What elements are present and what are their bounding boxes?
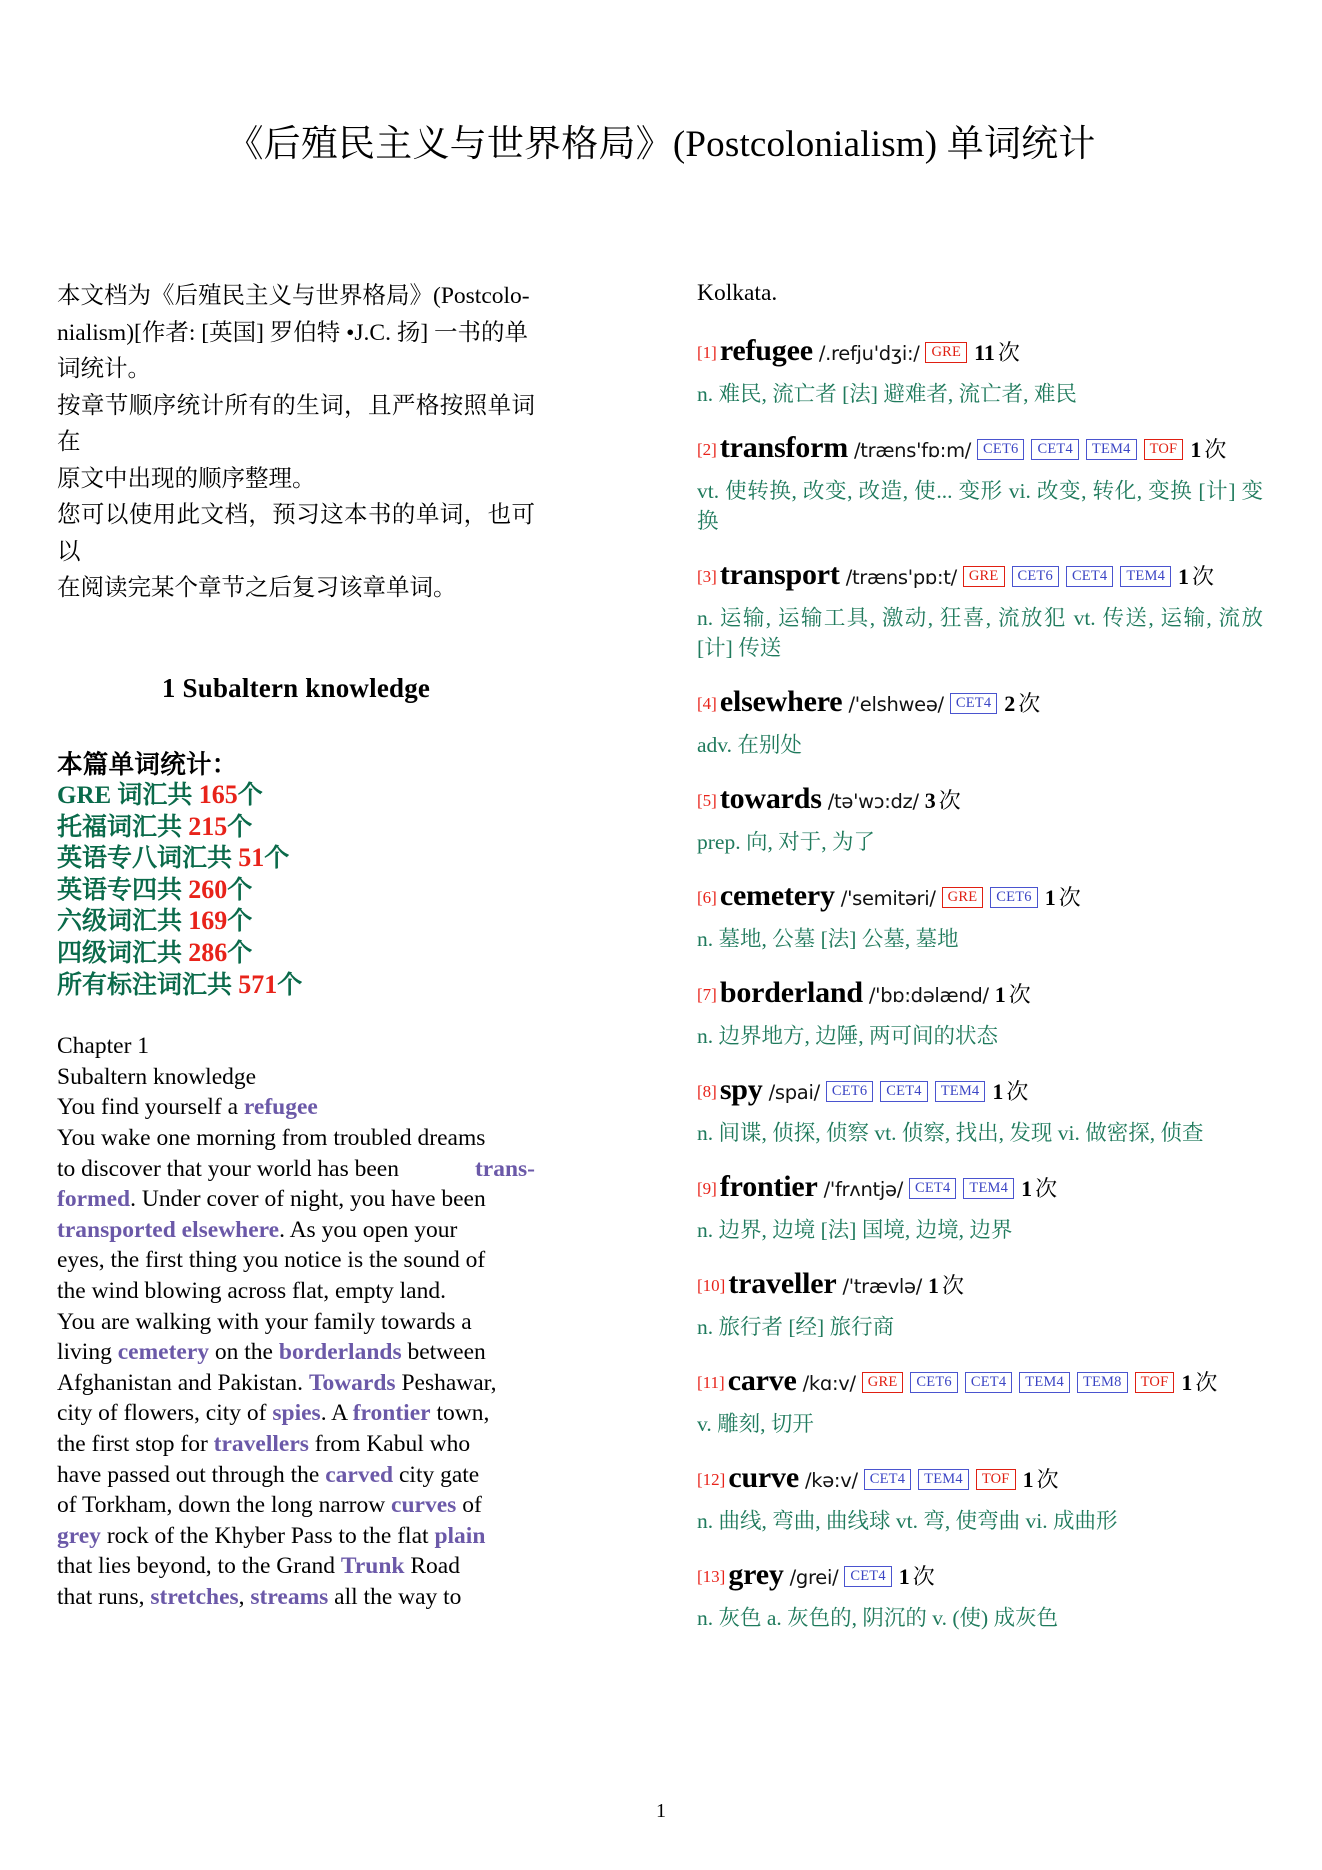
vocab-definition: n. 灰色 a. 灰色的, 阴沉的 v. (使) 成灰色 [697,1606,1059,1630]
passage-text: to discover that your world has been [57,1155,399,1182]
phonetic-transcription: /træns'pɒ:t/ [845,566,957,589]
vocab-word: elsewhere [719,685,843,718]
passage-text: Peshawar, [395,1369,497,1396]
vocab-word: curve [728,1461,799,1494]
exam-tag-tem4: TEM4 [935,1081,986,1102]
passage-line [57,1429,535,1460]
vocab-definition: adv. 在别处 [697,733,802,757]
statistics-heading: 本篇单词统计： [57,749,238,779]
phonetic-transcription: /'semitəri/ [840,887,936,910]
vocab-entry [697,685,1263,760]
intro-line-1: 本文档为《后殖民主义与世界格局》(Postcolo- [57,283,530,309]
occurrence-count-unit: 次 [1192,564,1215,589]
stat-value: 165 [198,780,238,810]
stat-unit: 个 [227,876,253,904]
section-heading: 1 Subaltern knowledge [161,672,431,703]
stat-row-gre [57,780,535,812]
intro-line-7: 在阅读完某个章节之后复习该章单词。 [57,575,457,601]
passage-text: You are walking with your family towards a [57,1308,472,1335]
vocab-entry [697,782,1263,857]
exam-tag-gre: GRE [925,342,967,363]
vocab-entry [697,1364,1263,1439]
passage-line [57,1215,535,1246]
exam-tag-cet6: CET6 [990,887,1037,908]
occurrence-count-unit: 次 [1008,982,1031,1007]
page-number: 1 [656,1800,666,1822]
stat-value: 215 [188,811,228,841]
highlighted-word: borderlands [278,1339,402,1366]
vocab-word: frontier [719,1170,818,1203]
vocab-entry-header [697,558,1263,601]
vocab-definition: n. 间谍, 侦探, 侦察 vt. 侦察, 找出, 发现 vi. 做密探, 侦查 [697,1121,1204,1145]
stat-value: 286 [188,938,228,968]
exam-tag-gre: GRE [862,1372,904,1393]
phonetic-transcription: /tə'wɔ:dz/ [827,790,919,813]
occurrence-count: 1 [1021,1176,1033,1201]
stat-row-tem8 [57,843,535,875]
exam-tag-cet4: CET4 [844,1566,891,1587]
vocab-word: transport [719,558,840,591]
phonetic-transcription: /'frʌntjə/ [823,1178,903,1201]
highlighted-word: cemetery [117,1339,210,1366]
vocab-definition: vt. 使转换, 改变, 改造, 使... 变形 vi. 改变, 转化, 变换 [计] 变换 [697,479,1263,533]
chapter-statistics [57,750,535,1002]
occurrence-count: 1 [1022,1467,1034,1492]
exam-tag-tem4: TEM4 [1120,566,1171,587]
passage-text: . As you open your [279,1216,458,1243]
passage-line [57,1368,535,1399]
exam-tag-tem4: TEM4 [963,1178,1014,1199]
passage-text: that lies beyond, to the Grand [57,1553,341,1580]
vocab-word: borderland [719,976,863,1009]
passage-text: . A [320,1400,353,1427]
stat-row-cet4 [57,938,535,970]
vocab-index: [6] [697,888,717,907]
passage-line [57,1245,535,1276]
vocab-definition: prep. 向, 对于, 为了 [697,830,875,854]
stat-row-cet6 [57,906,535,938]
passage-line [57,1337,535,1368]
vocab-entry-header [697,1170,1263,1213]
exam-tag-cet4: CET4 [880,1081,927,1102]
stat-label: 六级词汇共 [57,908,183,936]
occurrence-count: 1 [1178,564,1190,589]
exam-tag-tem4: TEM4 [918,1469,969,1490]
occurrence-count: 1 [898,1564,910,1589]
highlighted-word: Trunk [340,1553,405,1580]
exam-tag-cet4: CET4 [909,1178,956,1199]
occurrence-count-unit: 次 [1006,1079,1029,1104]
stat-label: 四级词汇共 [57,940,183,968]
vocab-index: [3] [697,567,717,586]
highlighted-word: Towards [308,1369,396,1396]
passage-text: have passed out through the [57,1461,326,1488]
passage-text: living [57,1339,118,1366]
passage-line [57,1551,535,1582]
vocab-entry-header [697,334,1263,377]
exam-tag-cet4: CET4 [1066,566,1113,587]
occurrence-count-unit: 次 [1204,437,1227,462]
highlighted-word: grey [57,1522,101,1549]
passage-text: the first stop for [57,1430,214,1457]
vocab-index: [4] [697,694,717,713]
intro-line-3: 词统计。 [57,356,151,382]
vocab-definition: n. 边界地方, 边陲, 两可间的状态 [697,1024,999,1048]
occurrence-count: 1 [1190,437,1202,462]
stat-value: 260 [188,874,228,904]
left-column [57,278,535,1613]
highlighted-word: travellers [213,1430,309,1457]
passage-text: that runs, [57,1583,151,1610]
vocab-entry-header [697,976,1263,1019]
exam-tag-cet6: CET6 [977,439,1024,460]
vocab-entry-header [697,1073,1263,1116]
highlighted-word: plain [434,1522,486,1549]
passage-text: city of flowers, city of [57,1400,273,1427]
occurrence-count: 1 [928,1273,940,1298]
vocab-entry-header [697,1364,1263,1407]
passage-text: all the way to [328,1583,462,1610]
passage-text: eyes, the first thing you notice is the sound of [57,1247,486,1274]
occurrence-count-unit: 次 [912,1564,935,1589]
vocab-entry [697,334,1263,409]
vocab-entry [697,976,1263,1051]
vocab-index: [9] [697,1179,717,1198]
vocab-index: [5] [697,791,717,810]
passage-line [57,1398,535,1429]
vocab-index: [2] [697,440,717,459]
intro-line-5: 原文中出现的顺序整理。 [57,465,316,492]
passage-text: from Kabul who [308,1430,471,1457]
vocab-definition: n. 曲线, 弯曲, 曲线球 vt. 弯, 使弯曲 vi. 成曲形 [697,1509,1118,1533]
highlighted-word: frontier [352,1400,431,1427]
highlighted-word: stretches [150,1583,239,1610]
exam-tag-cet4: CET4 [864,1469,911,1490]
exam-tag-cet4: CET4 [950,693,997,714]
vocab-definition: n. 墓地, 公墓 [法] 公墓, 墓地 [697,927,959,951]
stat-label: 托福词汇共 [57,813,183,841]
source-passage [57,1031,535,1612]
stat-label: 英语专八词汇共 [57,845,233,873]
vocab-index: [12] [697,1470,726,1489]
occurrence-count-unit: 次 [1058,885,1081,910]
highlighted-word: streams [250,1583,329,1610]
exam-tag-tem4: TEM4 [1086,439,1137,460]
passage-line [57,1062,535,1093]
passage-text: rock of the Khyber Pass to the flat [100,1522,435,1549]
exam-tag-tem8: TEM8 [1077,1372,1128,1393]
vocab-index: [7] [697,985,717,1004]
occurrence-count-unit: 次 [1036,1467,1059,1492]
passage-text: You wake one morning from troubled dreams [57,1125,486,1152]
passage-line [57,1092,535,1123]
highlighted-word: curves [391,1492,457,1519]
occurrence-count: 1 [1181,1370,1193,1395]
occurrence-count: 1 [1044,885,1056,910]
exam-tag-cet4: CET4 [965,1372,1012,1393]
phonetic-transcription: /'elshweə/ [848,693,944,716]
vocab-word: towards [719,782,822,815]
passage-text: Afghanistan and Pakistan. [57,1369,309,1396]
stat-row-tem4 [57,875,535,907]
occurrence-count-unit: 次 [1018,691,1041,716]
occurrence-count-unit: 次 [1035,1176,1058,1201]
occurrence-count-unit: 次 [938,788,961,813]
exam-tag-cet6: CET6 [826,1081,873,1102]
vocab-entry [697,879,1263,954]
exam-tag-tem4: TEM4 [1019,1372,1070,1393]
passage-text: of Torkham, down the long narrow [57,1492,392,1519]
phonetic-transcription: /træns'fɒ:m/ [854,439,972,462]
passage-text: between [401,1339,486,1366]
occurrence-count: 11 [974,340,995,365]
passage-line [57,1031,535,1062]
vocab-entry-header [697,1461,1263,1504]
passage-text: , [238,1583,251,1610]
vocab-word: carve [727,1364,797,1397]
vocab-entry [697,1073,1263,1148]
exam-tag-gre: GRE [963,566,1005,587]
stat-label: 所有标注词汇共 [57,971,233,999]
passage-text: . Under cover of night, you have been [130,1186,486,1213]
passage-line [57,1490,535,1521]
occurrence-count-unit: 次 [997,340,1020,365]
stat-unit: 个 [264,845,290,873]
stat-unit: 个 [227,813,253,841]
passage-text: city gate [393,1461,480,1488]
vocab-definition: n. 旅行者 [经] 旅行商 [697,1315,895,1339]
vocab-word: grey [728,1558,784,1591]
vocab-entry [697,1170,1263,1245]
passage-line [57,1154,535,1185]
passage-line [57,1184,535,1215]
stat-value: 51 [238,843,265,873]
occurrence-count: 2 [1004,691,1016,716]
passage-carryover-line: Kolkata. [697,280,778,306]
passage-text: town, [430,1400,490,1427]
intro-line-4: 按章节顺序统计所有的生词，且严格按照单词在 [57,392,535,455]
phonetic-transcription: /kə:v/ [804,1469,858,1492]
occurrence-count-unit: 次 [1195,1370,1218,1395]
stat-unit: 个 [277,971,303,999]
occurrence-count: 1 [992,1079,1004,1104]
passage-line [57,1521,535,1552]
passage-line [57,1307,535,1338]
passage-line [57,1123,535,1154]
highlighted-word: trans- [474,1155,535,1182]
passage-text: on the [209,1339,279,1366]
vocab-entry-header [697,782,1263,825]
highlighted-word: carved [325,1461,394,1488]
right-column [697,278,1263,1655]
stat-value: 571 [238,969,278,999]
intro-paragraph [57,278,535,607]
vocab-index: [8] [697,1082,717,1101]
stat-row-total [57,970,535,1002]
passage-text: the wind blowing across flat, empty land. [57,1278,446,1304]
vocab-entry-header [697,879,1263,922]
vocab-word: traveller [728,1267,837,1300]
vocab-entry-header [697,1558,1263,1601]
passage-text: Chapter 1 [57,1033,150,1060]
exam-tag-tof: TOF [976,1469,1016,1490]
passage-line [57,1460,535,1491]
phonetic-transcription: /grei/ [789,1566,839,1589]
vocab-word: spy [719,1073,763,1106]
vocab-entry [697,558,1263,663]
passage-line [57,1276,535,1307]
vocab-entry [697,1558,1263,1633]
exam-tag-cet4: CET4 [1031,439,1078,460]
vocabulary-list [697,334,1263,1633]
vocab-entry [697,431,1263,536]
occurrence-count: 3 [924,788,936,813]
phonetic-transcription: /'bɒ:dəlænd/ [868,984,989,1007]
exam-tag-cet6: CET6 [1012,566,1059,587]
vocab-entry-header [697,1267,1263,1310]
vocab-definition: n. 难民, 流亡者 [法] 避难者, 流亡者, 难民 [697,382,1077,406]
passage-text: You find yourself a [57,1094,244,1121]
occurrence-count-unit: 次 [942,1273,965,1298]
intro-line-2: nialism)[作者: [英国] 罗伯特 •J.C. 扬] 一书的单 [57,319,529,346]
stat-row-toefl [57,812,535,844]
intro-line-6: 您可以使用此文档，预习这本书的单词，也可以 [57,502,535,565]
occurrence-count: 1 [994,982,1006,1007]
highlighted-word: formed [57,1186,131,1213]
passage-text: Road [404,1553,460,1580]
highlighted-word: refugee [243,1094,318,1121]
vocab-definition: n. 边界, 边境 [法] 国境, 边境, 边界 [697,1218,1013,1242]
phonetic-transcription: /.refju'dʒi:/ [818,342,920,365]
page-title: 《后殖民主义与世界格局》(Postcolonialism) 单词统计 [226,124,1096,165]
stat-label: GRE 词汇共 [57,782,193,810]
vocab-word: refugee [719,334,813,367]
stat-label: 英语专四共 [57,876,183,904]
phonetic-transcription: /spai/ [768,1081,820,1104]
highlighted-word: transported elsewhere [57,1216,280,1243]
exam-tag-gre: GRE [942,887,984,908]
vocab-entry [697,1267,1263,1342]
highlighted-word: spies [272,1400,321,1427]
vocab-definition: n. 运输, 运输工具, 激动, 狂喜, 流放犯 vt. 传送, 运输, 流放 [计] 传送 [697,606,1263,660]
stat-unit: 个 [237,782,263,810]
exam-tag-cet6: CET6 [910,1372,957,1393]
vocab-index: [10] [697,1276,726,1295]
stat-unit: 个 [227,940,253,968]
vocab-entry-header [697,431,1263,474]
stat-value: 169 [188,906,228,936]
exam-tag-tof: TOF [1135,1372,1175,1393]
vocab-entry [697,1461,1263,1536]
vocab-definition: v. 雕刻, 切开 [697,1412,814,1436]
passage-text: of [456,1492,482,1519]
vocab-index: [13] [697,1567,726,1586]
vocab-index: [1] [697,343,717,362]
phonetic-transcription: /kɑ:v/ [802,1372,856,1395]
phonetic-transcription: /'trævlə/ [842,1275,923,1298]
vocab-entry-header [697,685,1263,728]
passage-line [57,1582,535,1613]
stat-unit: 个 [227,908,253,936]
vocab-word: transform [719,431,848,464]
passage-text: Subaltern knowledge [57,1063,257,1090]
exam-tag-tof: TOF [1144,439,1184,460]
vocab-index: [11] [697,1373,725,1392]
vocab-word: cemetery [719,879,835,912]
